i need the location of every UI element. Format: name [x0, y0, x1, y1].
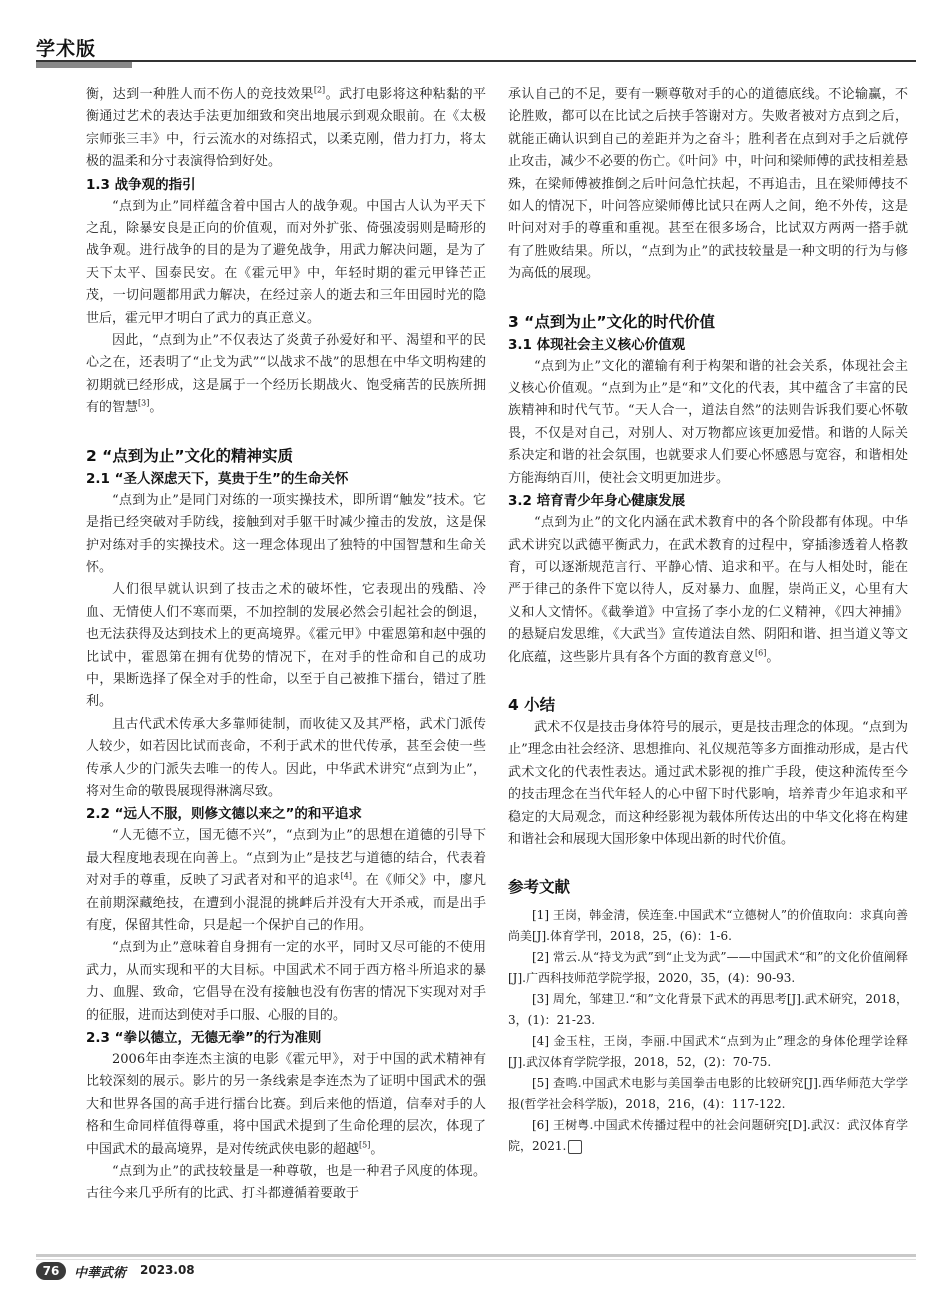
paragraph: “点到为止”是同门对练的一项实操技术，即所谓“触发”技术。它是指已经突破对手防线，接触到对手躯干时减少撞击的发放，这是保护对练对手的实操技术。这一理念体现出了独特的中国智慧和生命关怀。 [86, 492, 486, 575]
subsection-heading-1-3: 1.3 战争观的指引 [86, 176, 196, 193]
paragraph: “点到为止”的武技较量是一种尊敬，也是一种君子风度的体现。古往今来几乎所有的比武、打斗都遵循着要敢于 [86, 1164, 486, 1202]
section-tag: 学术版 [36, 38, 97, 60]
header-rule [36, 60, 916, 62]
reference-item: [3] 周允，邹建卫.“和”文化背景下武术的再思考[J].武术研究，2018，3，(1)：21-23. [508, 992, 908, 1028]
paragraph: “点到为止”同样蕴含着中国古人的战争观。中国古人认为平天下之乱，除暴安良是正向的价值观，而对外扩张、倚强凌弱则是畸形的战争观。进行战争的目的是为了避免战争，用武力解决问题，是为了天下太平、国泰民安。在《霍元甲》中，年轻时期的霍元甲锋芒正茂，一切问题都用武力解决，在经过亲人的逝去和三年田园时光的隐世后，霍元甲才明白了武力的真正意义。 [86, 198, 486, 326]
reference-item: [2] 常云.从“持戈为武”到“止戈为武”——中国武术“和”的文化价值阐释[J].广西科技师范学院学报，2020，35，(4)：90-93. [508, 950, 908, 986]
reference-item: [1] 王岗，韩金清，侯连奎.中国武术“立德树人”的价值取向：求真向善尚美[J].体育学刊，2018，25，(6)：1-6. [508, 908, 908, 944]
paragraph: 武术不仅是技击身体符号的展示，更是技击理念的体现。“点到为止”理念由社会经济、思想推向、礼仪规范等多方面推动形成，是古代武术文化的代表性表达。通过武术影视的推广手段，使这种流传至今的技击理念在当代年轻人的心中留下时代影响，培养青少年追求和平稳定的大局观念，而这种经影视为载体所传达出的中华文化将在构建和谐社会和展现大国形象中体现出新的时代价值。 [508, 719, 908, 847]
section-heading-4: 4 小结 [508, 695, 556, 714]
issue-date: 2023.08 [140, 1263, 195, 1277]
magazine-name: 中華武術 [74, 1266, 127, 1281]
paragraph: 承认自己的不足，要有一颗尊敬对手的心的道德底线。不论输赢，不论胜败，都可以在比试之后挟手答谢对方。失败者被对方点到之后，就能正确认识到自己的差距并为之奋斗；胜利者在点到对手之后就停止攻击，减少不必要的伤亡。《叶问》中，叶问和梁师傅的武技相差悬殊，在梁师傅被推倒之后叶问急忙扶起，不再追击，且在梁师傅技不如人的情况下，叶问答应梁师傅比试只在两人之间，绝不外传，这是叶问对对手的尊重和重视。甚至在很多场合，比试双方两两一搭手就有了胜败结果。所以，“点到为止”的武技较量是一种文明的行为与修为高低的展现。 [508, 87, 908, 282]
subsection-heading-2-1: 2.1 “圣人深虑天下，莫贵于生”的生命关怀 [86, 470, 349, 487]
subsection-heading-3-2: 3.2 培育青少年身心健康发展 [508, 493, 686, 510]
paragraph: 因此，“点到为止”不仅表达了炎黄子孙爱好和平、渴望和平的民心之在，还表明了“止戈为武”“以战求不战”的思想在中华文明构建的初期就已经形成，这是属于一个经历长期战火、饱受痛苦的民族所拥有的智慧[3]。 [86, 333, 486, 416]
section-heading-2: 2 “点到为止”文化的精神实质 [86, 446, 294, 465]
references-heading: 参考文献 [508, 878, 571, 897]
paragraph: 人们很早就认识到了技击之术的破坏性，它表现出的残酷、冷血、无情使人们不寒而栗，不加控制的发展必然会引起社会的倒退，也无法获得及达到技术上的更高境界。《霍元甲》中霍恩第和赵中强的比试中，霍恩第在拥有优势的情况下，在对手的性命和自己的成功中，果断选择了保全对手的性命，以至于自己被推下擂台，错过了胜利。 [86, 582, 486, 710]
reference-list [508, 905, 908, 1157]
paragraph: “点到为止”意味着自身拥有一定的水平，同时又尽可能的不使用武力，从而实现和平的大目标。中国武术不同于西方格斗所追求的暴力、血腥、致命，它倡导在没有接触也没有伤害的情况下实现对对手的征服，进而达到使对手口服、心服的目的。 [86, 940, 486, 1023]
reference-item: [6] 王树粤.中国武术传播过程中的社会问题研究[D].武汉：武汉体育学院，2021. [508, 1118, 908, 1154]
article-end-icon [568, 1140, 582, 1154]
header-accent-bar [36, 62, 132, 68]
section-heading-3: 3 “点到为止”文化的时代价值 [508, 312, 716, 331]
page-number: 76 [36, 1262, 66, 1280]
footer-rule-thin [36, 1259, 916, 1260]
paragraph: “点到为止”文化的灌输有利于构架和谐的社会关系，体现社会主义核心价值观。“点到为止”是“和”文化的代表，其中蕴含了丰富的民族精神和时代气节。“天人合一，道法自然”的法则告诉我们要心怀敬畏，不仅是对自己，对别人、对万物都应该更加爱惜。和谐的人际关系决定和谐的社会氛围，也就要求人们要心怀感恩与宽容，和谐相处方能海纳百川，使社会文明更加进步。 [508, 358, 908, 486]
subsection-heading-3-1: 3.1 体现社会主义核心价值观 [508, 336, 686, 353]
paragraph: 2006年由李连杰主演的电影《霍元甲》，对于中国的武术精神有比较深刻的展示。影片的另一条线索是李连杰为了证明中国武术的强大和世界各国的高手进行擂台比赛。到后来他的悟道，信奉对手的人格和生命同样值得尊重，将中国武术提到了生命伦理的层次，体现了中国武术的最高境界，是对传统武侠电影的超越[5]。 [86, 1052, 486, 1157]
paragraph: “点到为止”的文化内涵在武术教育中的各个阶段都有体现。中华武术讲究以武德平衡武力，在武术教育的过程中，穿插渗透着人格教育，可以逐渐规范言行、平静心情、追求和平。在与人相处时，能在严于律己的条件下宽以待人，反对暴力、血腥，崇尚正义，心里有大义和人文情怀。《截拳道》中宣扬了李小龙的仁义精神，《四大神捕》的悬疑启发思维，《大武当》宣传道法自然、阴阳和谐、担当道义等文化底蕴，这些影片具有各个方面的教育意义[6]。 [508, 515, 908, 665]
paragraph: 衡，达到一种胜人而不伤人的竞技效果[2]。武打电影将这种粘黏的平衡通过艺术的表达手法更加细致和突出地展示到观众眼前。在《太极宗师张三丰》中，行云流水的对练招式，以柔克刚，借力打力，将太极的温柔和分寸表演得恰到好处。 [86, 85, 486, 170]
left-column [86, 84, 486, 1206]
footer-rule [36, 1254, 916, 1257]
paragraph: “人无德不立，国无德不兴”，“点到为止”的思想在道德的引导下最大程度地表现在向善上。“点到为止”是技艺与道德的结合，代表着对对手的尊重，反映了习武者对和平的追求[4]。在《师父》中，廖凡在前期深藏绝技，在遭到小混混的挑衅后并没有大开杀戒，而是出手有度，保留其性命，只是起一个保护自己的作用。 [86, 828, 486, 933]
right-column [508, 84, 908, 1157]
subsection-heading-2-2: 2.2 “远人不服，则修文德以来之”的和平追求 [86, 806, 362, 823]
subsection-heading-2-3: 2.3 “拳以德立，无德无拳”的行为准则 [86, 1030, 322, 1047]
paragraph: 且古代武术传承大多靠师徒制，而收徒又及其严格，武术门派传人较少，如若因比试而丧命，不利于武术的世代传承，甚至会使一些传承人少的门派失去唯一的传人。因此，中华武术讲究“点到为止”，将对生命的敬畏展现得淋漓尽致。 [86, 716, 486, 799]
reference-item: [4] 金玉柱，王岗，李丽.中国武术“点到为止”理念的身体伦理学诠释[J].武汉体育学院学报，2018，52，(2)：70-75. [508, 1034, 908, 1070]
reference-item: [5] 查鸣.中国武术电影与美国拳击电影的比较研究[J].西华师范大学学报(哲学社会科学版)，2018，216，(4)：117-122. [508, 1076, 908, 1112]
